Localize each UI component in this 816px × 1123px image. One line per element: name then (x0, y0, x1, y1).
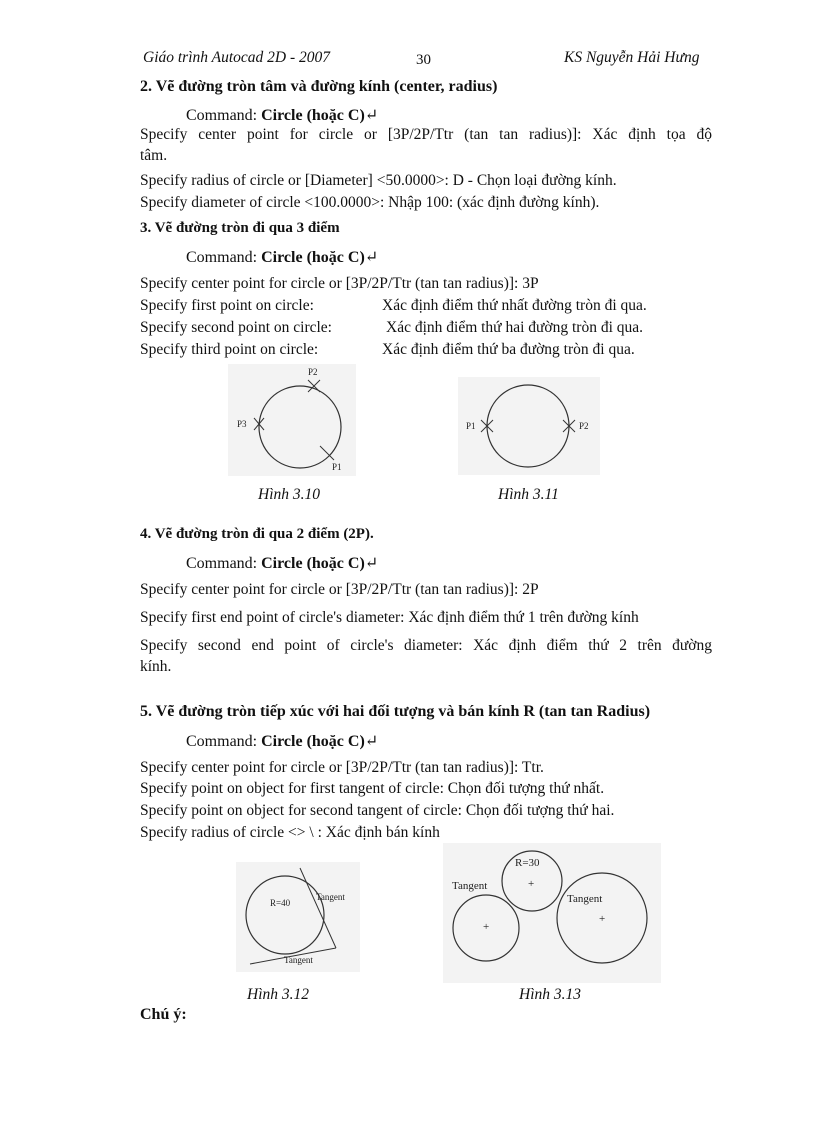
section-4-command: Command: Circle (hoặc C)↵ (186, 555, 379, 572)
section-2-title: 2. Vẽ đường tròn tâm và đường kính (center, radius) (140, 78, 498, 95)
center-mark-right: + (599, 913, 606, 925)
p2-label: P2 (308, 367, 318, 377)
section-4-line-2: Specify first end point of circle's diameter: Xác định điểm thứ 1 trên đường kính (140, 609, 639, 626)
section-3-row-3-desc: Xác định điểm thứ ba đường tròn đi qua. (382, 341, 635, 358)
radius-label: R=40 (270, 898, 291, 908)
page-number: 30 (416, 52, 431, 68)
section-3-command: Command: Circle (hoặc C)↵ (186, 249, 379, 266)
section-4-line-3a: Specify second end point of circle's diameter: Xác định điểm thứ 2 trên đường (140, 637, 712, 654)
p1-label: P1 (466, 421, 476, 431)
tangent-label-2: Tangent (567, 893, 603, 905)
section-4-line-1: Specify center point for circle or [3P/2P/Ttr (tan tan radius)]: 2P (140, 581, 539, 598)
figure-3-10 (228, 364, 356, 476)
section-5-line-2: Specify point on object for first tangent of circle: Chọn đối tượng thứ nhất. (140, 780, 605, 797)
figure-3-11-caption: Hình 3.11 (498, 486, 559, 503)
tangent-circle (246, 876, 324, 954)
p3-label: P3 (237, 419, 247, 429)
section-3-row-2-prompt: Specify second point on circle: (140, 319, 332, 336)
section-4-title: 4. Vẽ đường tròn đi qua 2 điểm (2P). (140, 526, 374, 542)
radius-label: R=30 (515, 857, 540, 869)
section-5-command: Command: Circle (hoặc C)↵ (186, 733, 379, 750)
header-right: KS Nguyễn Hải Hưng (564, 49, 700, 66)
section-3-row-1-prompt: Specify first point on circle: (140, 297, 314, 314)
note-label: Chú ý: (140, 1006, 187, 1023)
tangent-label-1: Tangent (316, 892, 345, 902)
section-5-line-3: Specify point on object for second tangent of circle: Chọn đối tượng thứ hai. (140, 802, 615, 819)
section-2-line-2: Specify radius of circle or [Diameter] <50.0000>: D - Chọn loại đường kính. (140, 172, 617, 189)
section-2-line-3: Specify diameter of circle <100.0000>: Nhập 100: (xác định đường kính). (140, 194, 600, 211)
section-3-line-1: Specify center point for circle or [3P/2P/Ttr (tan tan radius)]: 3P (140, 275, 539, 292)
section-5-line-1: Specify center point for circle or [3P/2P/Ttr (tan tan radius)]: Ttr. (140, 759, 544, 776)
tangent-label-2: Tangent (284, 955, 313, 965)
p2-label: P2 (579, 421, 589, 431)
section-3-row-2-desc: Xác định điểm thứ hai đường tròn đi qua. (386, 319, 644, 336)
figure-3-13 (443, 843, 661, 983)
section-3-title: 3. Vẽ đường tròn đi qua 3 điểm (140, 220, 340, 236)
section-3-row-1-desc: Xác định điểm thứ nhất đường tròn đi qua. (382, 297, 647, 314)
section-2-line-1b: tâm. (140, 147, 168, 164)
center-mark-small: + (528, 878, 535, 890)
section-3-row-3-prompt: Specify third point on circle: (140, 341, 319, 358)
header-left: Giáo trình Autocad 2D - 2007 (143, 49, 330, 66)
section-2-command: Command: Circle (hoặc C)↵ (186, 107, 379, 124)
section-4-line-3b: kính. (140, 658, 172, 675)
figure-3-12-caption: Hình 3.12 (247, 986, 309, 1003)
figure-3-11 (458, 377, 600, 475)
figure-3-12 (236, 862, 360, 972)
section-5-line-4: Specify radius of circle <> \ : Xác định bán kính (140, 824, 440, 841)
circle-through-2-points (487, 385, 569, 467)
p1-label: P1 (332, 462, 342, 472)
circle-through-3-points (259, 386, 341, 468)
tangent-label-1: Tangent (452, 880, 488, 892)
figure-3-10-caption: Hình 3.10 (258, 486, 320, 503)
section-5-title: 5. Vẽ đường tròn tiếp xúc với hai đối tượng và bán kính R (tan tan Radius) (140, 703, 651, 720)
figure-3-13-caption: Hình 3.13 (519, 986, 581, 1003)
p2-cross-mark (308, 380, 320, 392)
section-2-line-1a: Specify center point for circle or [3P/2P/Ttr (tan tan radius)]: Xác định tọa độ (140, 126, 712, 143)
center-mark-left: + (483, 921, 490, 933)
